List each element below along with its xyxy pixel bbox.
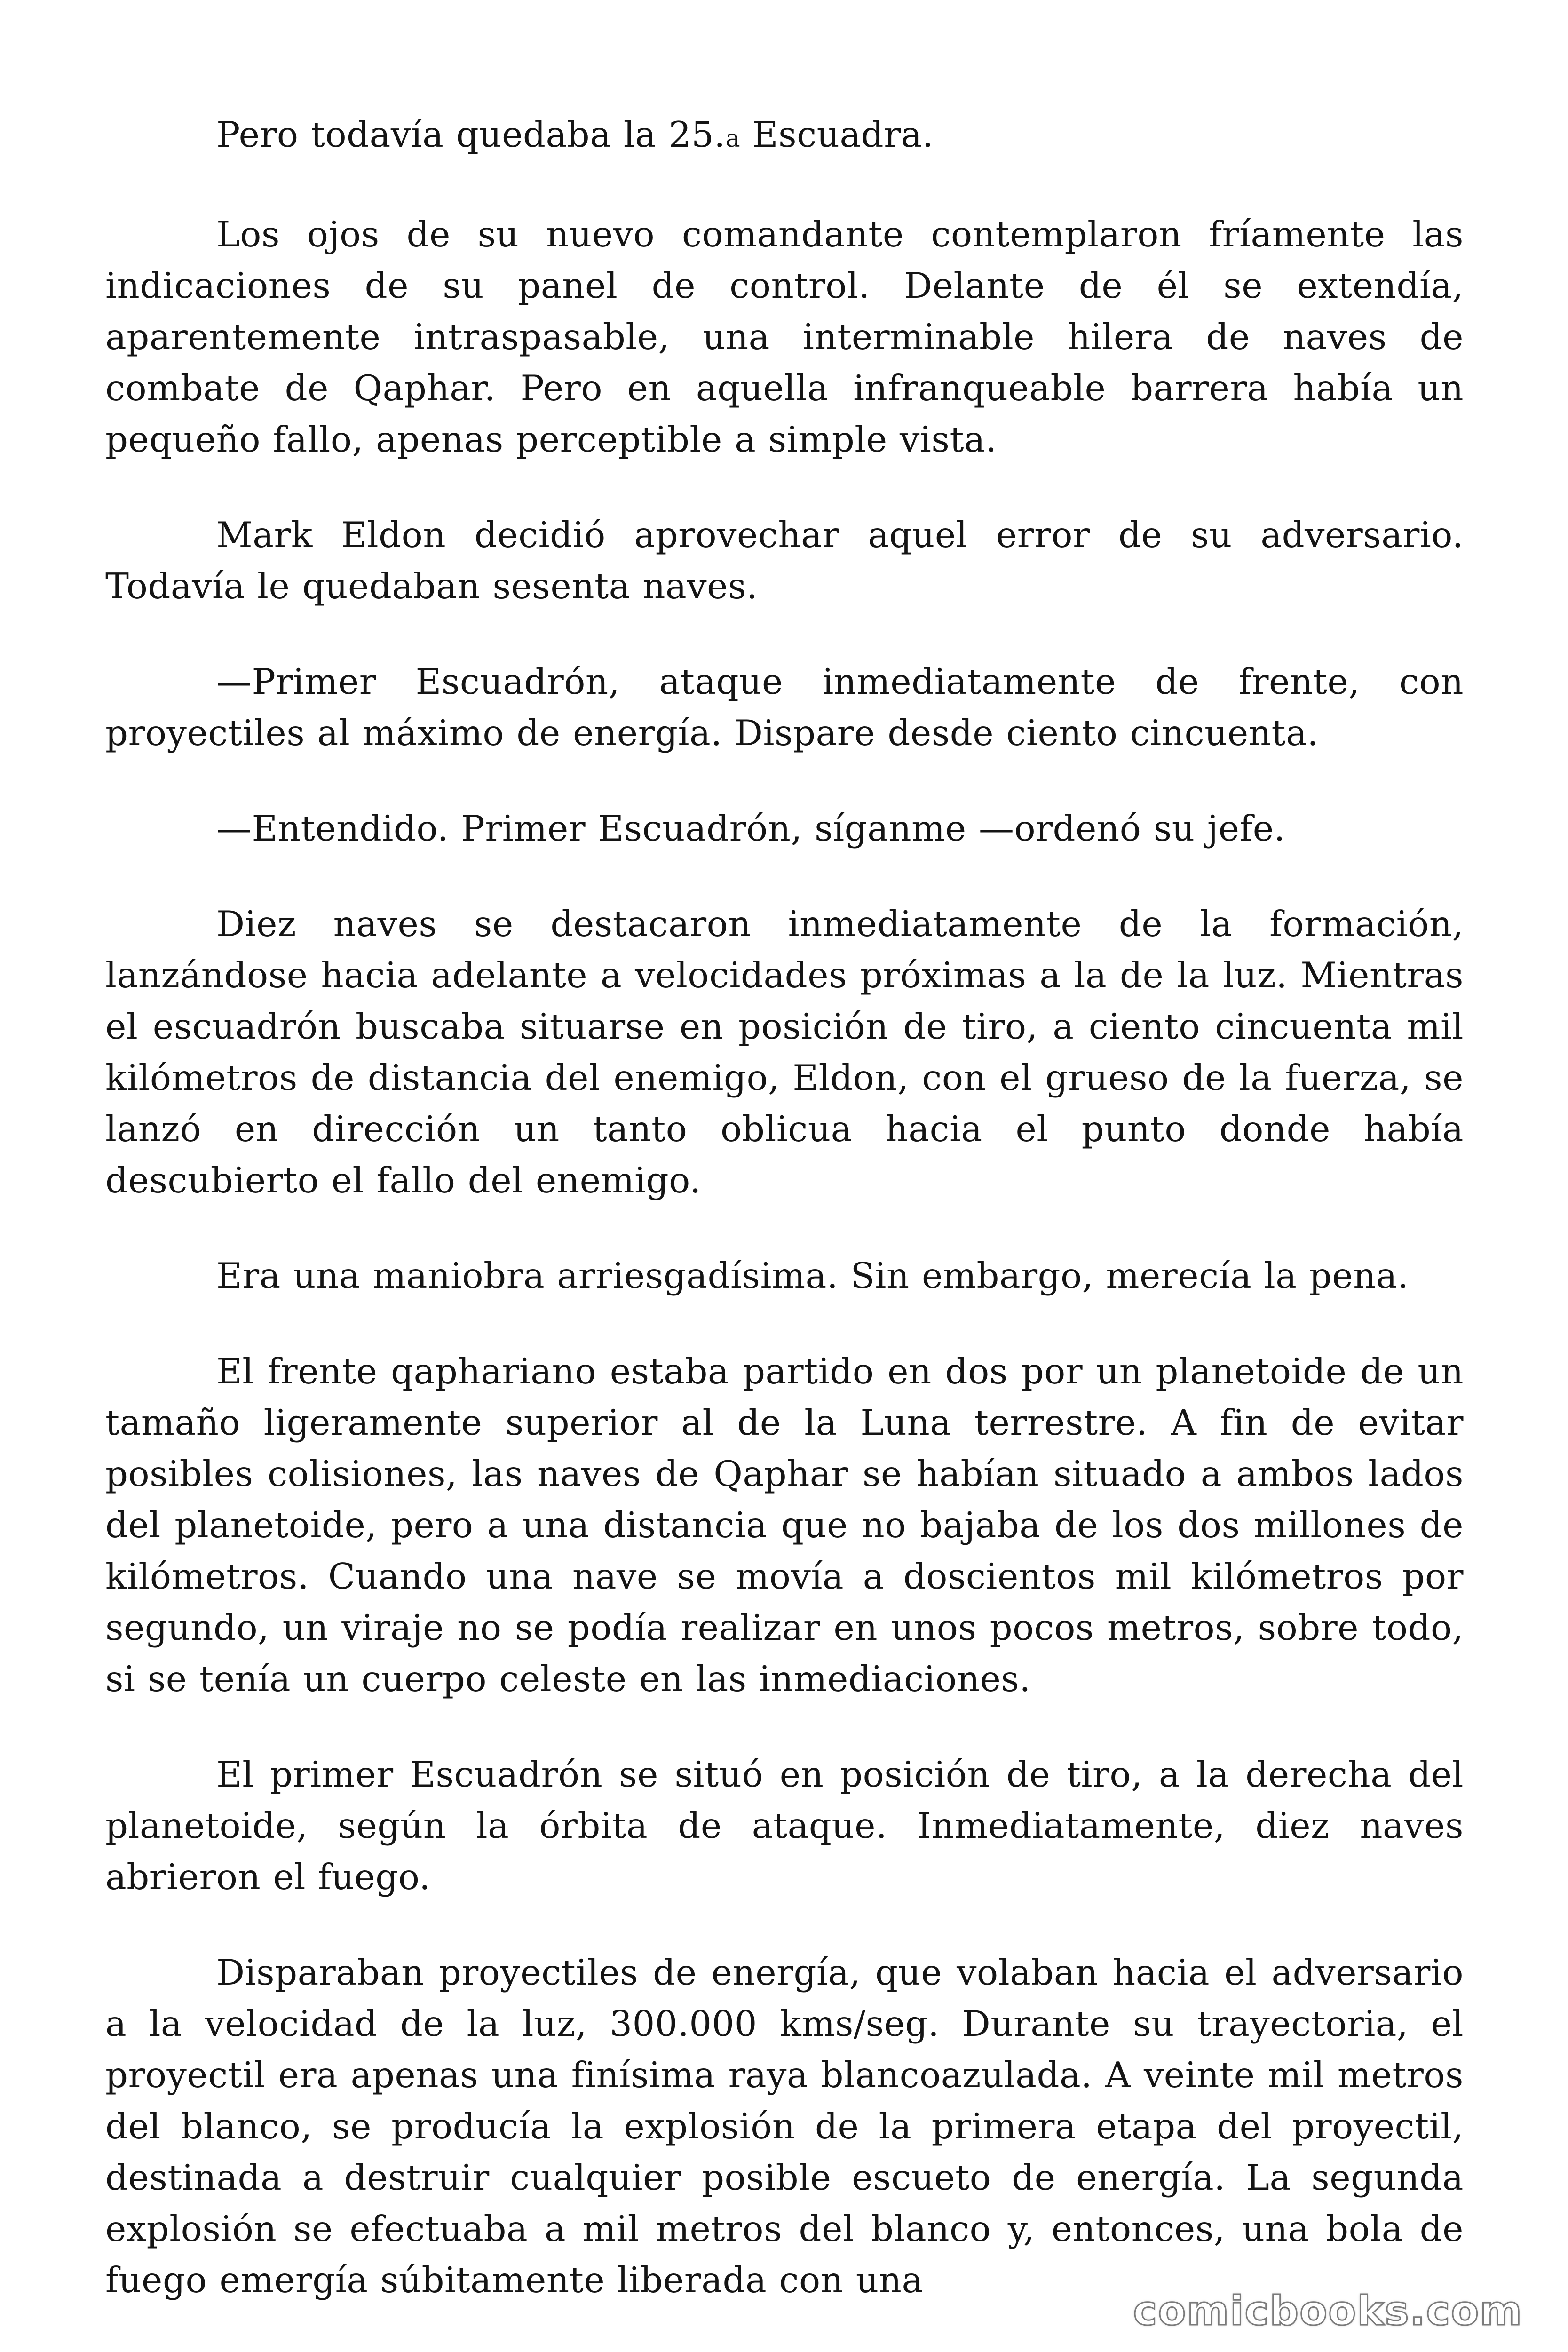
- paragraph-9: El primer Escuadrón se situó en posición de tiro, a la derecha del planetoide, según la órbita de ataque. Inmediatamente, diez naves abrieron el fuego.: [105, 1754, 1464, 1898]
- paragraph-1: [105, 109, 1464, 165]
- paragraph-4: —Primer Escuadrón, ataque inmediatamente de frente, con proyectiles al máximo de energía. Dispare desde ciento cincuenta.: [105, 661, 1464, 754]
- paragraph-2: Los ojos de su nuevo comandante contemplaron fríamente las indicaciones de su panel de control. Delante de él se extendía, aparentemente intraspasable, una interminable hilera de naves de combate de Qaphar. Pero en aquella infranqueable barrera había un pequeño fallo, apenas perceptible a simple vista.: [105, 214, 1464, 460]
- paragraph-5: —Entendido. Primer Escuadrón, síganme —ordenó su jefe.: [216, 808, 1285, 849]
- paragraph-8: El frente qaphariano estaba partido en dos por un planetoide de un tamaño ligeramente superior al de la Luna terrestre. A fin de evitar posibles colisiones, las naves de Qaphar se habían situado a ambos lados del planetoide, pero a una distancia que no bajaba de los dos millones de kilómetros. Cuando una nave se movía a doscientos mil kilómetros por segundo, un viraje no se podía realizar en unos pocos metros, sobre todo, si se tenía un cuerpo celeste en las inmediaciones.: [105, 1351, 1464, 1700]
- paragraph-1-text: Pero todavía quedaba la 25.: [216, 114, 726, 155]
- ordinal-indicator: a: [725, 125, 740, 153]
- body-text: [105, 109, 1464, 2306]
- paragraph-1-text-end: Escuadra.: [740, 114, 934, 155]
- paragraph-7: Era una maniobra arriesgadísima. Sin embargo, merecía la pena.: [216, 1255, 1409, 1296]
- paragraph-10: Disparaban proyectiles de energía, que volaban hacia el adversario a la velocidad de la luz, 300.000 kms/seg. Durante su trayectoria, el proyectil era apenas una finísima raya blancoazulada. A veinte mil metros del blanco, se producía la explosión de la primera etapa del proyectil, destinada a destruir cualquier posible escueto de energía. La segunda explosión se efectuaba a mil metros del blanco y, entonces, una bola de fuego emergía súbitamente liberada con una: [105, 1952, 1464, 2301]
- paragraph-6: Diez naves se destacaron inmediatamente de la formación, lanzándose hacia adelante a velocidades próximas a la de la luz. Mientras el escuadrón buscaba situarse en posición de tiro, a ciento cincuenta mil kilómetros de distancia del enemigo, Eldon, con el grueso de la fuerza, se lanzó en dirección un tanto oblicua hacia el punto donde había descubierto el fallo del enemigo.: [105, 903, 1464, 1201]
- paragraph-3: Mark Eldon decidió aprovechar aquel error de su adversario. Todavía le quedaban sesenta naves.: [105, 514, 1464, 607]
- watermark-logo: comicbooks.com: [1133, 2288, 1523, 2335]
